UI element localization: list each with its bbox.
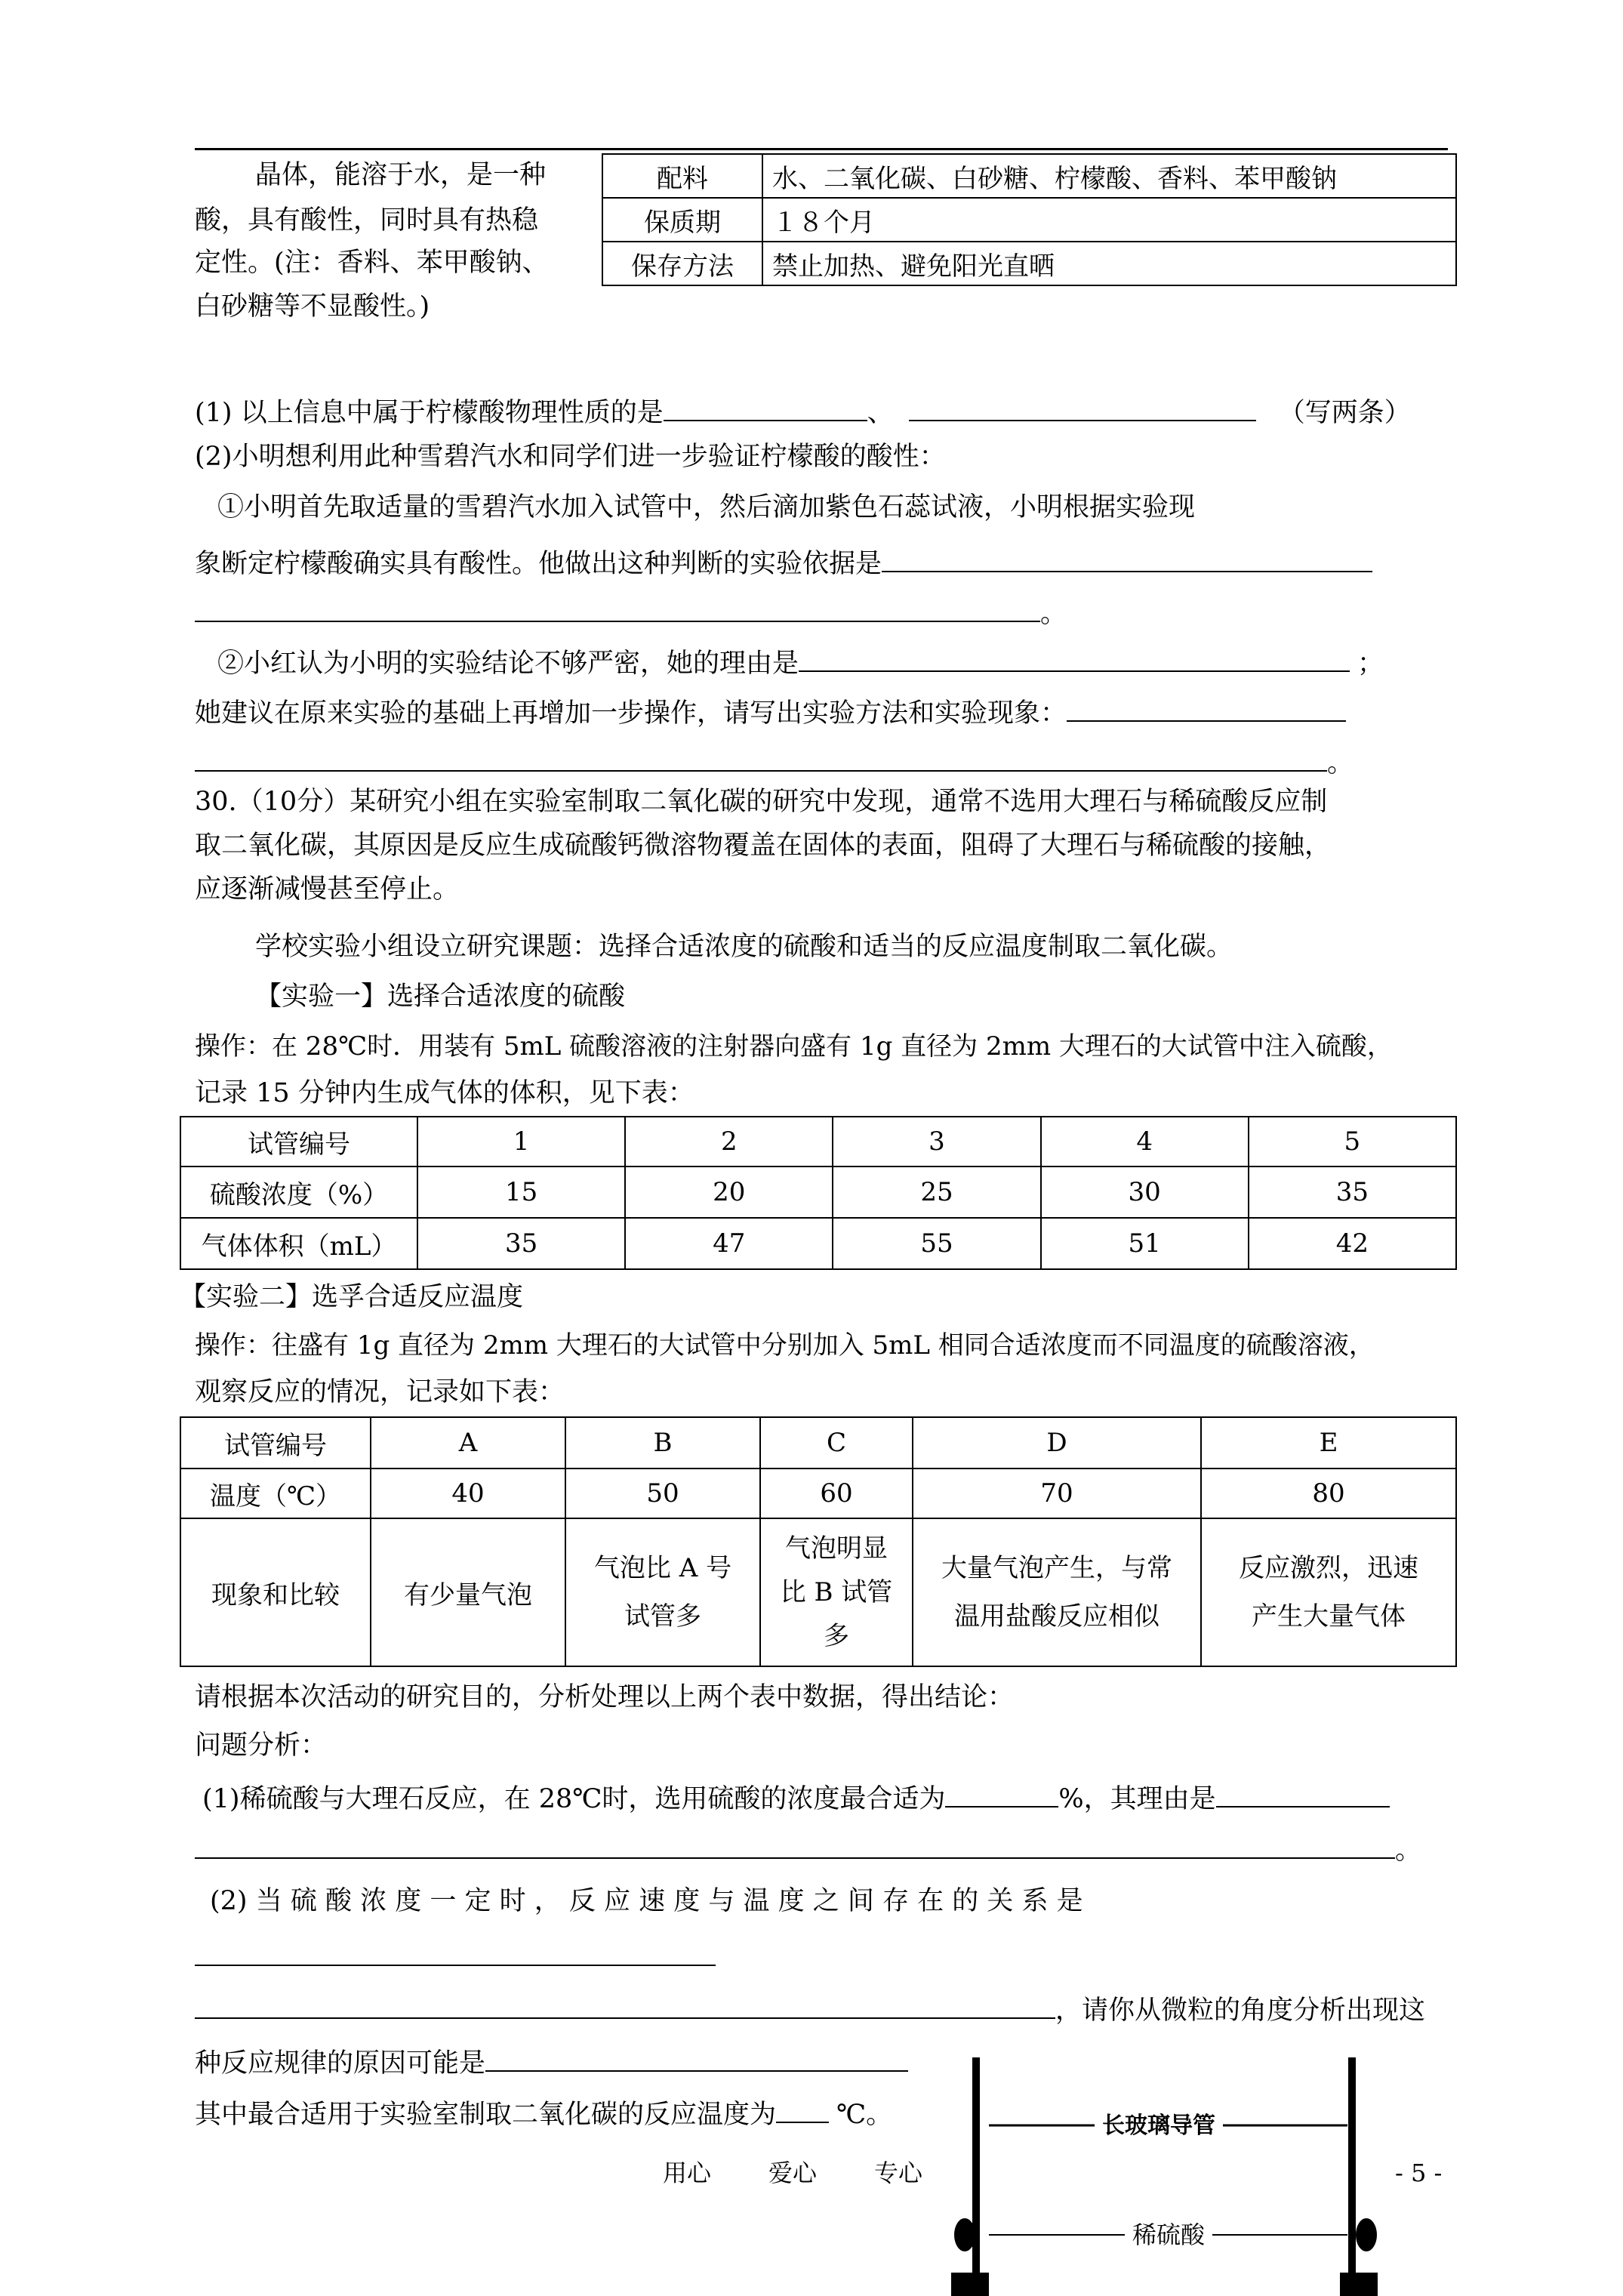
intro-line-3: 定性。(注：香料、苯甲酸钠、 [195, 248, 549, 278]
a1-end: 。 [1395, 1835, 1422, 1866]
base-right [1340, 2273, 1378, 2296]
page-number: - 5 - [1395, 2159, 1443, 2187]
answer-blank[interactable] [1067, 693, 1346, 722]
table-cell: 保存方法 [602, 242, 762, 285]
q2-p1-end-line [195, 593, 1067, 630]
table-cell [565, 1518, 760, 1666]
answer-blank[interactable] [195, 593, 1040, 622]
cell-line: 温用盐酸反应相似 [954, 1601, 1160, 1632]
table-cell: 有少量气泡 [371, 1518, 565, 1666]
clamp-left [954, 2218, 975, 2251]
q1-suffix: （写两条） [1278, 398, 1411, 428]
a1-end-line [195, 1830, 1421, 1867]
cell-line: 多 [824, 1621, 849, 1651]
table-cell: 55 [833, 1218, 1040, 1269]
answer-blank[interactable] [799, 643, 1350, 672]
cell-line: 气泡明显 [785, 1533, 888, 1564]
a2-line4 [195, 2043, 908, 2080]
a2-line3 [195, 1990, 1425, 2027]
a2-line5 [195, 2094, 892, 2131]
q30-line2: 取二氧化碳，其原因是反应生成硫酸钙微溶物覆盖在固体的表面，阻碍了大理石与稀硫酸的接触， [195, 831, 1332, 861]
table-cell: 现象和比较 [180, 1518, 371, 1666]
answer-blank[interactable] [195, 1990, 1055, 2019]
answer-blank[interactable] [195, 1937, 716, 1966]
clamp-right [1356, 2218, 1377, 2251]
answer-blank[interactable] [664, 393, 867, 421]
table-header-cell: 4 [1041, 1117, 1249, 1166]
table-header-cell: 试管编号 [180, 1117, 417, 1166]
a1-prefix: (1)稀硫酸与大理石反应，在 28℃时，选用硫酸的浓度最合适为 [202, 1784, 946, 1814]
exp2-op-line1: 操作：往盛有 1g 直径为 2mm 大理石的大试管中分别加入 5mL 相同合适浓度而不同温度的硫酸溶液， [195, 1330, 1375, 1361]
table-header-cell: 1 [417, 1117, 625, 1166]
label-long-glass-tube: 长玻璃导管 [1095, 2110, 1223, 2143]
table-header-cell: B [565, 1417, 760, 1469]
q30-line1: 30.（10分）某研究小组在实验室制取二氧化碳的研究中发现，通常不选用大理石与稀硫酸反应制 [195, 787, 1328, 817]
header-rule [195, 148, 1448, 150]
table-cell: 40 [371, 1469, 565, 1518]
table-cell: 30 [1041, 1166, 1249, 1218]
table-row [180, 1518, 1456, 1666]
exp2-title: 【实验二】选孚合适反应温度 [180, 1282, 524, 1312]
answer-blank[interactable] [945, 1779, 1058, 1808]
intro-line-4: 白砂糖等不显酸性。) [195, 291, 430, 322]
table-header-cell: D [913, 1417, 1201, 1469]
exp2-op-line2: 观察反应的情况，记录如下表： [195, 1377, 565, 1407]
table-header-cell: 2 [625, 1117, 833, 1166]
a2-line3-suffix: ，请你从微粒的角度分析出现这 [1055, 1996, 1426, 2026]
table-cell: １８个月 [762, 198, 1456, 242]
apparatus-figure [929, 2057, 1419, 2296]
cell-line: 反应激烈，迅速 [1239, 1553, 1418, 1583]
table-cell: 25 [833, 1166, 1040, 1218]
analysis-label: 问题分析： [195, 1730, 328, 1761]
table-cell: 保质期 [602, 198, 762, 242]
q30-line3: 应逐渐减慢甚至停止。 [195, 874, 460, 905]
a2-line1: (2) 当 硫 酸 浓 度 一 定 时 ， 反 应 速 度 与 温 度 之 间 存 在 的 关 系 是 [210, 1886, 1083, 1916]
a2-line5-prefix: 其中最合适用于实验室制取二氧化碳的反应温度为 [195, 2100, 777, 2130]
table-header-cell: C [760, 1417, 913, 1469]
stand-rod-right [1348, 2057, 1356, 2296]
q2-p2-end-line [195, 743, 1354, 780]
table-cell: 60 [760, 1469, 913, 1518]
a1-mid: %，其理由是 [1058, 1784, 1216, 1814]
table-row [180, 1166, 1456, 1218]
q2-p2-semicolon: ； [1357, 649, 1384, 679]
answer-blank[interactable] [776, 2094, 829, 2123]
experiment2-table [180, 1416, 1457, 1667]
stand-rod-left [972, 2057, 980, 2296]
table-cell: 35 [1249, 1166, 1456, 1218]
table-cell: 禁止加热、避免阳光直晒 [762, 242, 1456, 285]
exp1-title: 【实验一】选择合适浓度的硫酸 [255, 982, 626, 1012]
table-cell: 温度（℃） [180, 1469, 371, 1518]
a1-line [202, 1779, 1390, 1816]
answer-blank[interactable] [909, 393, 1256, 421]
table-header-cell: 试管编号 [180, 1417, 371, 1469]
table-cell [760, 1518, 913, 1666]
q1-line [195, 393, 1411, 430]
experiment1-table [180, 1116, 1457, 1270]
table-row [180, 1469, 1456, 1518]
cell-line: 气泡比 A 号 [593, 1553, 732, 1583]
conclude-text: 请根据本次活动的研究目的，分析处理以上两个表中数据，得出结论： [195, 1682, 1015, 1712]
table-cell: 70 [913, 1469, 1201, 1518]
table-header-cell: A [371, 1417, 565, 1469]
a2-line5-suffix: ℃。 [836, 2100, 893, 2130]
q2-p2-text2: 她建议在原来实验的基础上再增加一步操作，请写出实验方法和实验现象： [195, 698, 1067, 729]
table-cell: 20 [625, 1166, 833, 1218]
base-left [951, 2273, 989, 2296]
table-cell: 50 [565, 1469, 760, 1518]
cell-line: 比 B 试管 [780, 1577, 893, 1607]
a2-line4-text: 种反应规律的原因可能是 [195, 2048, 486, 2079]
q2-p2-line1 [217, 643, 1384, 680]
table-cell: 气体体积（mL） [180, 1218, 417, 1269]
table-cell: 配料 [602, 154, 762, 198]
table-header-cell: E [1201, 1417, 1456, 1469]
product-info-table [602, 153, 1457, 286]
table-cell [913, 1518, 1201, 1666]
q2-p1-text: 象断定柠檬酸确实具有酸性。他做出这种判断的实验依据是 [195, 549, 882, 579]
q1-prefix: (1) 以上信息中属于柠檬酸物理性质的是 [195, 398, 664, 428]
q2-p1-line2 [195, 544, 1372, 581]
table-cell [1201, 1518, 1456, 1666]
intro-line-1: 晶体，能溶于水，是一种 [255, 160, 547, 190]
table-cell: 51 [1041, 1218, 1249, 1269]
q2-p1-line1: ①小明首先取适量的雪碧汽水加入试管中，然后滴加紫色石蕊试液，小明根据实验现 [217, 492, 1196, 522]
cell-line: 试管多 [624, 1601, 701, 1632]
table-cell: 15 [417, 1166, 625, 1218]
table-cell: 水、二氧化碳、白砂糖、柠檬酸、香料、苯甲酸钠 [762, 154, 1456, 198]
q30-topic: 学校实验小组设立研究课题：选择合适浓度的硫酸和适当的反应温度制取二氧化碳。 [255, 932, 1233, 962]
exp1-op-line2: 记录 15 分钟内生成气体的体积，见下表： [195, 1078, 694, 1108]
answer-blank[interactable] [195, 743, 1327, 772]
table-cell: 硫酸浓度（%） [180, 1166, 417, 1218]
a2-line2 [195, 1937, 716, 1974]
table-cell: 47 [625, 1218, 833, 1269]
footer-word: 爱心 [768, 2159, 818, 2187]
answer-blank[interactable] [1216, 1779, 1390, 1808]
intro-line-2: 酸，具有酸性，同时具有热稳 [195, 205, 539, 236]
q1-sep: 、 [867, 398, 894, 428]
q2-p1-end: 。 [1040, 599, 1067, 629]
cell-line: 产生大量气体 [1252, 1601, 1406, 1632]
answer-blank[interactable] [882, 544, 1372, 572]
table-cell: 35 [417, 1218, 625, 1269]
exp1-op-line1: 操作：在 28℃时．用装有 5mL 硫酸溶液的注射器向盛有 1g 直径为 2mm 大理石的大试管中注入硫酸， [195, 1031, 1393, 1062]
footer-word: 专心 [874, 2159, 923, 2187]
table-header-cell: 5 [1249, 1117, 1456, 1166]
answer-blank[interactable] [195, 1830, 1395, 1859]
table-row [180, 1218, 1456, 1269]
q2-p2-text: ②小红认为小明的实验结论不够严密，她的理由是 [217, 649, 799, 679]
table-cell: 80 [1201, 1469, 1456, 1518]
cell-line: 大量气泡产生，与常 [941, 1553, 1172, 1583]
q2-intro: (2)小明想利用此种雪碧汽水和同学们进一步验证柠檬酸的酸性： [195, 442, 946, 472]
footer-word: 用心 [663, 2159, 712, 2187]
table-header-cell: 3 [833, 1117, 1040, 1166]
table-cell: 42 [1249, 1218, 1456, 1269]
q2-p2-line2 [195, 693, 1346, 730]
answer-blank[interactable] [485, 2043, 908, 2072]
label-dilute-sulfuric-acid: 稀硫酸 [1125, 2218, 1212, 2251]
q2-p2-end: 。 [1327, 748, 1354, 778]
